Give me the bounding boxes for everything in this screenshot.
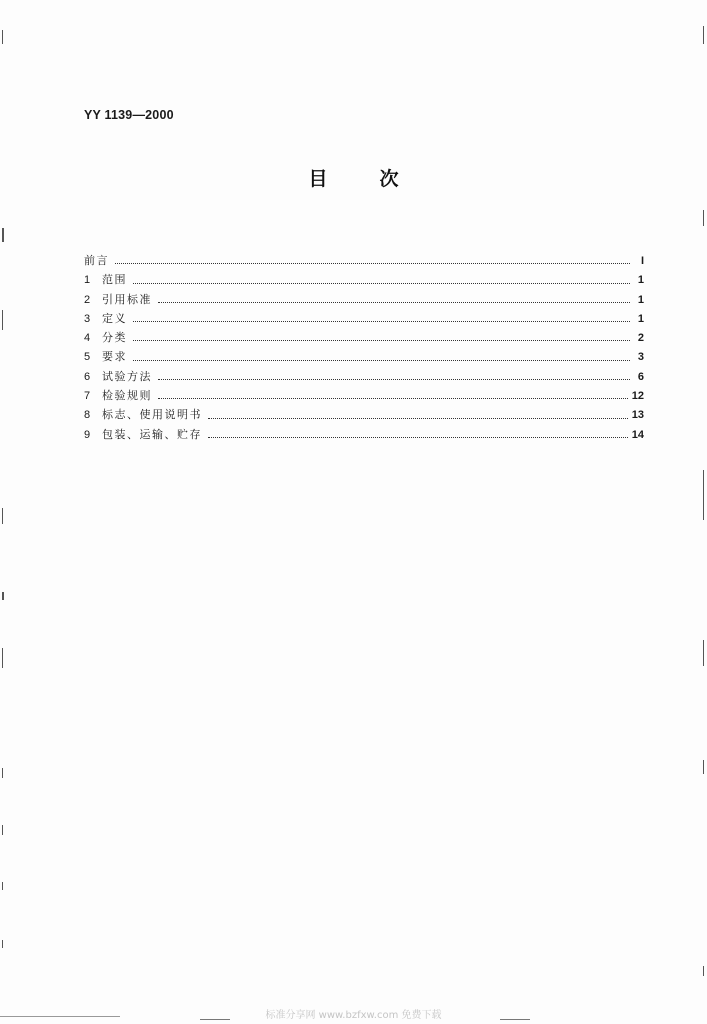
- toc-entry: [84, 310, 644, 329]
- toc-entry-title: 分类: [102, 331, 127, 345]
- toc-leader-dots: [158, 302, 630, 303]
- toc-entry-title: 引用标准: [102, 292, 152, 306]
- toc-entry: [84, 329, 644, 348]
- toc-entry-title: 检验规则: [102, 389, 152, 403]
- toc-leader-dots: [208, 418, 628, 419]
- toc-entry-number: 9: [84, 428, 91, 441]
- toc-entry-page: 3: [637, 351, 644, 364]
- toc-leader-dots: [158, 398, 628, 399]
- toc-entry-number: 4: [84, 332, 91, 345]
- toc-entry: [84, 368, 644, 387]
- toc-leader-dots: [158, 379, 630, 380]
- toc-leader-dots: [133, 340, 630, 341]
- toc-heading: 目次: [308, 168, 451, 190]
- toc-entry-number: 3: [84, 312, 91, 325]
- toc-entry: [84, 387, 644, 406]
- toc-entry-page: 12: [631, 390, 644, 403]
- toc-leader-dots: [133, 321, 630, 322]
- scan-mark: [2, 508, 3, 524]
- toc-entry: [84, 291, 644, 310]
- scan-mark: [2, 940, 3, 948]
- toc-entry-page: 14: [631, 428, 644, 441]
- toc-entry-page: 1: [637, 274, 644, 287]
- scan-mark: [703, 966, 704, 976]
- toc-entry-page: 13: [631, 409, 644, 422]
- toc-entry: [84, 426, 644, 445]
- toc-entry-title: 范围: [102, 273, 127, 287]
- scan-mark: [703, 760, 704, 774]
- scan-mark: [2, 30, 3, 44]
- toc-entry-page: 1: [637, 293, 644, 306]
- table-of-contents: [84, 252, 644, 445]
- scan-mark: [2, 592, 4, 600]
- scan-mark: [2, 825, 3, 835]
- toc-entry-title: 试验方法: [102, 369, 152, 383]
- toc-entry-page: 2: [637, 332, 644, 345]
- scan-mark: [703, 640, 704, 666]
- toc-entry-number: 8: [84, 409, 91, 422]
- toc-leader-dots: [133, 283, 630, 284]
- scan-mark: [703, 470, 704, 520]
- toc-entry-title: 包装、运输、贮存: [102, 427, 202, 441]
- toc-entry: [84, 406, 644, 425]
- toc-entry-title: 前言: [84, 254, 109, 267]
- toc-entry-number: 5: [84, 351, 91, 364]
- toc-entry-title: 标志、使用说明书: [102, 408, 202, 422]
- scan-mark: [2, 310, 3, 330]
- watermark: 标准分享网 www.bzfxw.com 免费下载: [265, 1010, 442, 1021]
- toc-entry: [84, 348, 644, 367]
- toc-entry: [84, 252, 644, 271]
- toc-entry-number: 2: [84, 293, 91, 306]
- toc-entry-page: I: [640, 255, 644, 267]
- toc-entry-number: 1: [84, 274, 91, 287]
- toc-entry-title: 要求: [102, 350, 127, 364]
- scan-mark: [2, 228, 4, 242]
- scan-mark: [2, 648, 3, 668]
- toc-leader-dots: [115, 263, 630, 264]
- scan-mark: [703, 210, 704, 226]
- scan-mark: [2, 882, 3, 890]
- toc-leader-dots: [208, 437, 628, 438]
- toc-entry-page: 6: [637, 370, 644, 383]
- toc-entry-number: 6: [84, 370, 91, 383]
- standard-code: YY 1139—2000: [84, 108, 174, 122]
- toc-entry-number: 7: [84, 390, 91, 403]
- toc-leader-dots: [133, 360, 630, 361]
- scan-mark: [2, 768, 3, 778]
- toc-entry-page: 1: [637, 312, 644, 325]
- toc-entry-title: 定义: [102, 311, 127, 325]
- toc-entry: [84, 271, 644, 290]
- scan-mark: [703, 26, 704, 44]
